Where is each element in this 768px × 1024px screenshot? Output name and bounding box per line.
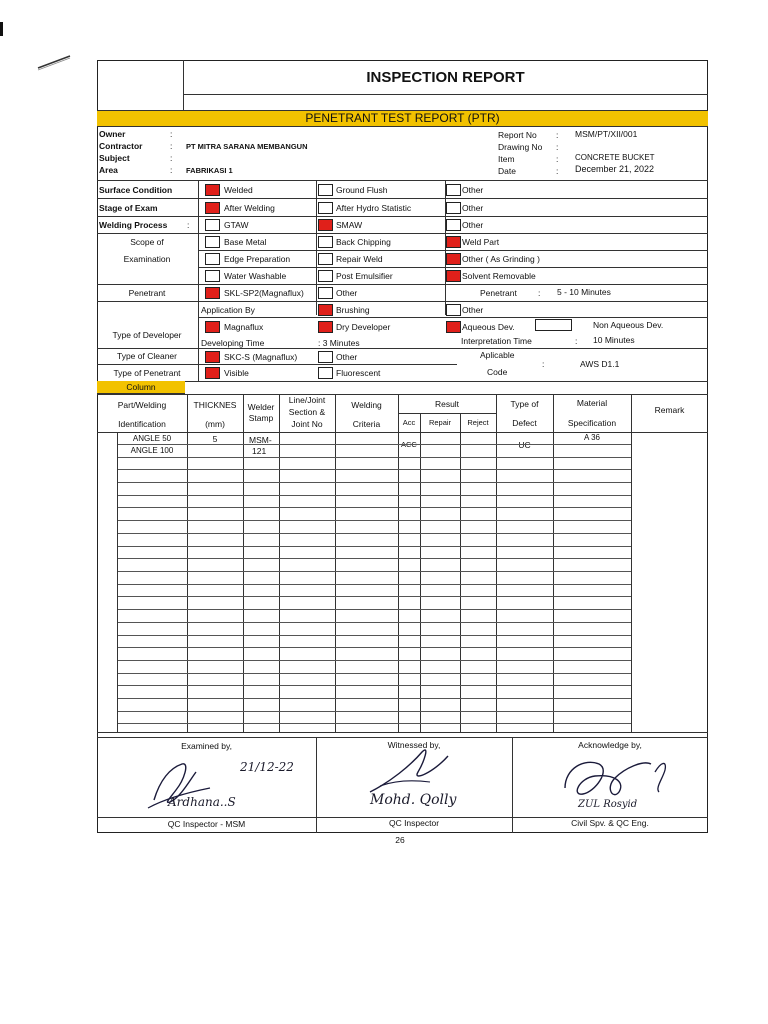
drawing-no-label: Drawing No [498, 142, 543, 152]
checkbox-base-metal[interactable] [205, 236, 220, 248]
option-other: Other [462, 220, 484, 230]
table-row [117, 635, 631, 636]
cell-thickness: 5 [212, 434, 218, 444]
examined-name: Ardhana..S [168, 795, 236, 809]
th-line-2: Section & [288, 407, 326, 417]
option-welded: Welded [224, 185, 253, 195]
colon: : [556, 142, 559, 152]
checkbox-other-surface[interactable] [446, 184, 461, 196]
examined-role: QC Inspector - MSM [167, 819, 246, 829]
option-back-chipping: Back Chipping [336, 237, 391, 247]
scope-label-1: Scope of [130, 237, 164, 247]
type-of-penetrant-label: Type of Penetrant [113, 368, 181, 378]
checkbox-after-welding[interactable] [205, 202, 220, 214]
examined-by-label: Examined by, [181, 741, 232, 751]
area-value: FABRIKASI 1 [186, 166, 233, 175]
table-row [117, 482, 631, 483]
cell-material: A 36 [583, 433, 600, 442]
option-other: Other [462, 305, 484, 315]
penetrant-label: Penetrant [128, 288, 166, 298]
report-title: INSPECTION REPORT [366, 69, 525, 86]
witnessed-role: QC Inspector [388, 818, 440, 828]
colon: : [556, 130, 559, 140]
table-row [117, 444, 631, 445]
option-edge-prep: Edge Preparation [224, 254, 291, 264]
th-defect-1: Type of [510, 399, 539, 409]
application-by-label: Application By [201, 305, 255, 315]
scope-label-2: Examination [123, 254, 171, 264]
cell-defect: UC [518, 440, 531, 450]
option-post-emulsifier: Post Emulsifier [336, 271, 393, 281]
option-after-hydro: After Hydro Statistic [336, 203, 412, 213]
checkbox-other-penetrant[interactable] [318, 287, 333, 299]
table-row [117, 673, 631, 674]
checkbox-smaw[interactable] [318, 219, 333, 231]
table-row [117, 495, 631, 496]
table-row [117, 571, 631, 572]
table-row [117, 507, 631, 508]
column-label: Column [126, 382, 156, 392]
pen-mark [0, 0, 80, 80]
witnessed-name: Mohd. Qolly [370, 792, 457, 808]
table-row [117, 558, 631, 559]
option-solvent-removable: Solvent Removable [462, 271, 536, 281]
checkbox-other-cleaner[interactable] [318, 351, 333, 363]
checkbox-repair-weld[interactable] [318, 253, 333, 265]
table-row [117, 647, 631, 648]
colon: : [170, 141, 173, 151]
option-water-washable: Water Washable [224, 271, 287, 281]
table-row [117, 609, 631, 610]
checkbox-visible[interactable] [205, 367, 220, 379]
owner-label: Owner [99, 129, 126, 139]
colon: : [170, 153, 173, 163]
th-result: Result [434, 399, 460, 409]
option-skl-sp2: SKL-SP2(Magnaflux) [224, 288, 304, 298]
colon: : [170, 165, 173, 175]
item-value: CONCRETE BUCKET [575, 153, 655, 162]
interpretation-time-value: 10 Minutes [593, 335, 635, 345]
stage-of-exam-label: Stage of Exam [99, 203, 158, 213]
option-other: Other [336, 352, 358, 362]
examined-date: 21/12-22 [240, 760, 294, 774]
cell-part: ANGLE 50 [132, 434, 172, 443]
checkbox-other-process[interactable] [446, 219, 461, 231]
checkbox-skl-sp2[interactable] [205, 287, 220, 299]
th-reject: Reject [467, 418, 489, 427]
th-stamp-1: Welder [247, 402, 275, 412]
colon: : [170, 129, 173, 139]
option-other: Other [462, 185, 484, 195]
ptr-title: PENETRANT TEST REPORT (PTR) [305, 111, 500, 125]
code-label: Code [487, 367, 508, 377]
table-row [117, 546, 631, 547]
checkbox-other-grinding[interactable] [446, 253, 461, 265]
cell-part: ANGLE 100 [130, 446, 174, 455]
option-other: Other [462, 203, 484, 213]
date-label: Date [498, 166, 516, 176]
th-stamp-2: Stamp [248, 413, 274, 423]
option-aqueous-dev: Aqueous Dev. [462, 322, 515, 332]
table-row [117, 711, 631, 712]
page-number: 26 [395, 835, 405, 845]
surface-condition-label: Surface Condition [99, 185, 173, 195]
table-row [117, 723, 631, 724]
th-line-3: Joint No [291, 419, 323, 429]
acknowledge-name: ZUL Rosyid [578, 799, 638, 810]
checkbox-magnaflux[interactable] [205, 321, 220, 333]
table-row [117, 520, 631, 521]
penetrant-time-value: 5 - 10 Minutes [557, 287, 611, 297]
th-thick-1: THICKNES [193, 400, 237, 410]
th-material-2: Specification [567, 418, 617, 428]
colon: : [575, 336, 578, 346]
option-dry-developer: Dry Developer [336, 322, 391, 332]
option-after-welding: After Welding [224, 203, 275, 213]
cell-acc: ACC [401, 440, 417, 449]
table-row [117, 469, 631, 470]
report-no-value: MSM/PT/XII/001 [575, 129, 638, 139]
aplicable-label: Aplicable [480, 350, 515, 360]
penetrant-time-label: Penetrant [480, 288, 517, 298]
option-repair-weld: Repair Weld [336, 254, 383, 264]
option-other-grinding: Other ( As Grinding ) [462, 254, 540, 264]
welding-process-label: Welding Process [99, 220, 168, 230]
option-fluorescent: Fluorescent [336, 368, 381, 378]
option-skc-s: SKC-S (Magnaflux) [224, 352, 298, 362]
checkbox-back-chipping[interactable] [318, 236, 333, 248]
th-line-1: Line/Joint [288, 395, 326, 405]
contractor-value: PT MITRA SARANA MEMBANGUN [186, 142, 308, 151]
table-row [117, 698, 631, 699]
th-acc: Acc [402, 418, 416, 427]
cell-stamp: MSM- [249, 435, 272, 445]
developing-time-label: Developing Time [201, 338, 265, 348]
item-label: Item [498, 154, 515, 164]
th-criteria-2: Criteria [352, 419, 381, 429]
colon: : [187, 220, 190, 230]
th-material-1: Material [576, 398, 608, 408]
colon: : [542, 359, 545, 369]
cell-stamp: 121 [252, 446, 267, 456]
th-part-1: Part/Welding [117, 400, 167, 410]
contractor-label: Contractor [99, 141, 143, 151]
table-row [117, 685, 631, 686]
witnessed-by-label: Witnessed by, [387, 740, 441, 750]
checkbox-non-aqueous-dev[interactable] [535, 319, 572, 331]
code-value: AWS D1.1 [580, 359, 620, 369]
colon: : [538, 288, 541, 298]
checkbox-dry-developer[interactable] [318, 321, 333, 333]
checkbox-skc-s[interactable] [205, 351, 220, 363]
date-value: December 21, 2022 [575, 164, 655, 174]
option-other: Other [336, 288, 358, 298]
report-no-label: Report No [498, 130, 537, 140]
option-weld-part: Weld Part [462, 237, 500, 247]
th-defect-2: Defect [512, 418, 537, 428]
option-gtaw: GTAW [224, 220, 249, 230]
th-remark: Remark [654, 405, 685, 415]
table-divider [117, 432, 118, 732]
option-base-metal: Base Metal [224, 237, 267, 247]
checkbox-other-application[interactable] [446, 304, 461, 316]
table-row [117, 457, 631, 458]
checkbox-welded[interactable] [205, 184, 220, 196]
th-part-2: Identification [118, 419, 166, 429]
checkbox-solvent-removable[interactable] [446, 270, 461, 282]
table-row [117, 660, 631, 661]
th-thick-2: (mm) [205, 419, 225, 429]
colon: : [556, 154, 559, 164]
table-row [117, 596, 631, 597]
colon: : [556, 166, 559, 176]
acknowledge-role: Civil Spv. & QC Eng. [571, 818, 649, 828]
type-of-developer-label: Type of Developer [112, 330, 182, 340]
checkbox-other-stage[interactable] [446, 202, 461, 214]
acknowledge-by-label: Acknowledge by, [578, 740, 642, 750]
checkbox-brushing[interactable] [318, 304, 333, 316]
table-row [117, 622, 631, 623]
option-ground-flush: Ground Flush [336, 185, 388, 195]
checkbox-edge-prep[interactable] [205, 253, 220, 265]
subject-label: Subject [99, 153, 130, 163]
checkbox-ground-flush[interactable] [318, 184, 333, 196]
developing-time-value: : 3 Minutes [318, 338, 360, 348]
option-brushing: Brushing [336, 305, 370, 315]
area-label: Area [99, 165, 118, 175]
checkbox-water-washable[interactable] [205, 270, 220, 282]
table-row [117, 584, 631, 585]
checkbox-after-hydro[interactable] [318, 202, 333, 214]
table-row [117, 533, 631, 534]
checkbox-aqueous-dev[interactable] [446, 321, 461, 333]
type-of-cleaner-label: Type of Cleaner [116, 351, 177, 361]
th-repair: Repair [428, 418, 452, 427]
option-non-aqueous-dev: Non Aqueous Dev. [593, 320, 664, 330]
interpretation-time-label: Interpretation Time [461, 336, 532, 346]
checkbox-weld-part[interactable] [446, 236, 461, 248]
checkbox-fluorescent[interactable] [318, 367, 333, 379]
option-visible: Visible [224, 368, 249, 378]
th-criteria-1: Welding [351, 400, 382, 410]
option-magnaflux: Magnaflux [224, 322, 264, 332]
checkbox-post-emulsifier[interactable] [318, 270, 333, 282]
option-smaw: SMAW [336, 220, 363, 230]
checkbox-gtaw[interactable] [205, 219, 220, 231]
